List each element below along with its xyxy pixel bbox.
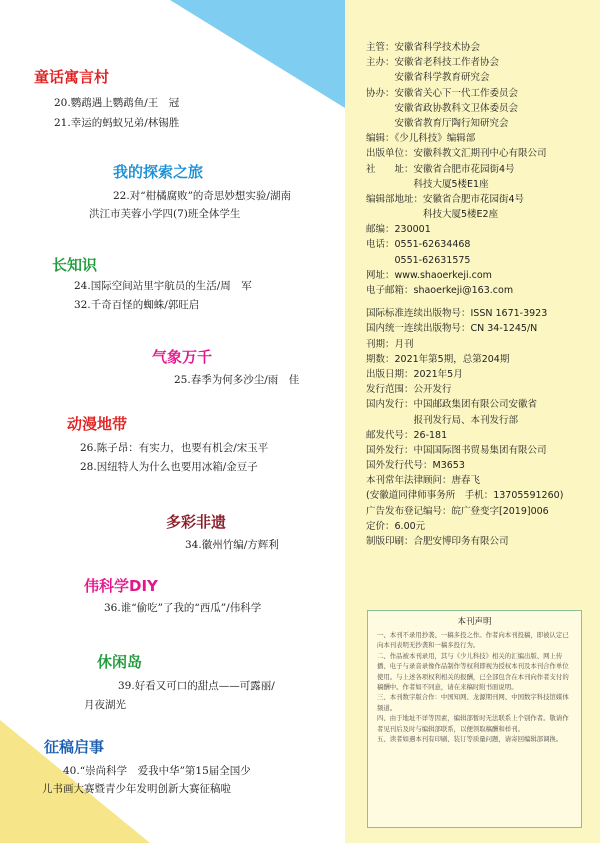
block-gap (366, 298, 596, 306)
notice-title: 本刊声明 (457, 617, 492, 627)
info-line: 协办：安徽省关心下一代工作委员会 (366, 87, 519, 99)
info-line: 出版单位：安徽科教文汇期刊中心有限公司 (366, 148, 547, 160)
info-line: 科技大厦5楼E2座 (366, 209, 499, 221)
info-line: 邮发代号：26-181 (366, 429, 448, 441)
section-title-leisure[interactable]: 休闲岛 (97, 653, 143, 671)
info-line: 国际标准连续出版物号：ISSN 1671-3923 (366, 308, 548, 320)
section-title-diy[interactable]: 伟科学DIY (84, 577, 158, 595)
info-line: 定价：6.00元 (366, 520, 426, 532)
info-line: 报刊发行局、本刊发行部 (366, 414, 519, 426)
info-line: 安徽省政协教科文卫体委员会 (366, 102, 519, 114)
info-line: 发行范围：公开发行 (366, 384, 452, 396)
info-line: 广告发布登记编号：皖广登变字[2019]006 (366, 505, 549, 517)
toc-entry-continued: 洪江市芙蓉小学四(7)班全体学生 (89, 208, 241, 220)
info-line: 编辑部地址：安徽省合肥市花园街4号 (366, 193, 525, 205)
section-title-knowledge[interactable]: 长知识 (52, 256, 98, 274)
toc-entry[interactable]: 28.因纽特人为什么也要用冰箱/金豆子 (80, 461, 258, 473)
toc-entry[interactable]: 39.好看又可口的甜点——可露丽/ (118, 680, 275, 692)
toc-entry[interactable]: 34.徽州竹编/方辉利 (185, 539, 279, 551)
notice-paragraph: 二、作品被本刊录用，其与《少儿科技》相关的汇编出版、网上传播、电子与录音录像作品制作等权利即视为授权本刊及本刊合作单位使用。与上述各项权利相关的报酬，已全部包含在本刊向作者支付的稿酬中。作者如不同意，请在来稿时附书面说明。 (377, 651, 569, 692)
info-line: 社 址：安徽省合肥市花园街4号 (366, 163, 515, 175)
section-title-exploration[interactable]: 我的探索之旅 (113, 163, 204, 181)
info-line: 期数：2021年第5期，总第204期 (366, 353, 510, 365)
info-line: 本刊常年法律顾问：唐春飞 (366, 475, 481, 487)
toc-entry-continued: 月夜湖光 (84, 699, 126, 711)
info-line: 国外发行代号：M3653 (366, 460, 465, 472)
toc-entry[interactable]: 22.对“柑橘腐败”的奇思妙想实验/湖南 (113, 190, 291, 202)
notice-paragraph: 五、读者如遇本刊有印刷、装订等质量问题，请寄回编辑部调换。 (377, 735, 563, 744)
info-line: 安徽省科学教育研究会 (366, 72, 490, 84)
info-line: 安徽省教育厅陶行知研究会 (366, 117, 509, 129)
toc-entry[interactable]: 25.春季为何多沙尘/雨 佳 (174, 374, 300, 386)
info-line: 刊期：月刊 (366, 338, 414, 350)
info-line: 网址：www.shaoerkeji.com (366, 269, 492, 281)
info-line: (安徽道同律师事务所 手机：13705591260) (366, 490, 564, 502)
info-line: 国外发行：中国国际图书贸易集团有限公司 (366, 444, 547, 456)
info-line: 主办：安徽省老科技工作者协会 (366, 57, 500, 69)
info-line: 编辑：《少儿科技》编辑部 (366, 133, 476, 145)
toc-entry[interactable]: 26.陈子昂：有实力，也要有机会/宋玉平 (80, 442, 269, 454)
publication-info (366, 40, 596, 549)
info-line: 邮编：230001 (366, 224, 431, 236)
section-title-call-for-papers[interactable]: 征稿启事 (44, 738, 105, 756)
toc-entry[interactable]: 20.鹦鹉遇上鹦鹉鱼/王 冠 (54, 97, 180, 109)
info-line: 出版日期：2021年5月 (366, 368, 463, 380)
section-title-comics[interactable]: 动漫地带 (67, 415, 128, 433)
section-title-fairy-tales[interactable]: 童话寓言村 (34, 68, 110, 86)
issue-info (366, 306, 596, 549)
toc-entry[interactable]: 24.国际空间站里宇航员的生活/周 军 (74, 280, 252, 292)
info-line: 国内发行：中国邮政集团有限公司安徽省 (366, 399, 538, 411)
publisher-info (366, 40, 596, 298)
notice-body (377, 630, 572, 744)
section-title-weather[interactable]: 气象万千 (152, 348, 213, 366)
notice-paragraph: 三、本刊数字版合作：中国知网、龙源期刊网、中国数字科技馆媒体频道。 (377, 693, 569, 712)
publication-info-panel (345, 0, 600, 843)
info-line: 主管：安徽省科学技术协会 (366, 42, 481, 53)
section-title-heritage[interactable]: 多彩非遗 (166, 513, 227, 531)
toc-entry[interactable]: 36.谁“偷吃”了我的“西瓜”/伟科学 (104, 602, 262, 614)
toc-entry[interactable]: 32.千奇百怪的蜘蛛/郭旺启 (74, 299, 200, 311)
notice-paragraph: 四、由于地址不详等因素，编辑部暂时无法联系上个别作者。敬请作者见刊后及时与编辑部联系，以便领取稿酬和样刊。 (377, 714, 569, 733)
toc-entry[interactable]: 21.幸运的蚂蚁兄弟/林锡胜 (54, 117, 180, 129)
info-line: 0551-62631575 (366, 254, 471, 266)
toc-entry[interactable]: 40.“崇尚科学 爱我中华”第15届全国少 (63, 765, 251, 777)
notice-paragraph: 一、本刊不录用抄袭、一稿多投之作。作者向本刊投稿，即被认定已向本刊表明无抄袭和一稿多投行为。 (377, 631, 569, 650)
info-line: 科技大厦5楼E1座 (366, 178, 489, 190)
info-line: 制版印刷：合肥安博印务有限公司 (366, 536, 509, 547)
info-line: 国内统一连续出版物号：CN 34-1245/N (366, 323, 538, 335)
toc-entry-continued: 儿书画大赛暨青少年发明创新大赛征稿啦 (42, 783, 231, 795)
info-line: 电子邮箱：shaoerkeji@163.com (366, 285, 514, 296)
notice-box (367, 610, 582, 828)
info-line: 电话：0551-62634468 (366, 239, 471, 251)
